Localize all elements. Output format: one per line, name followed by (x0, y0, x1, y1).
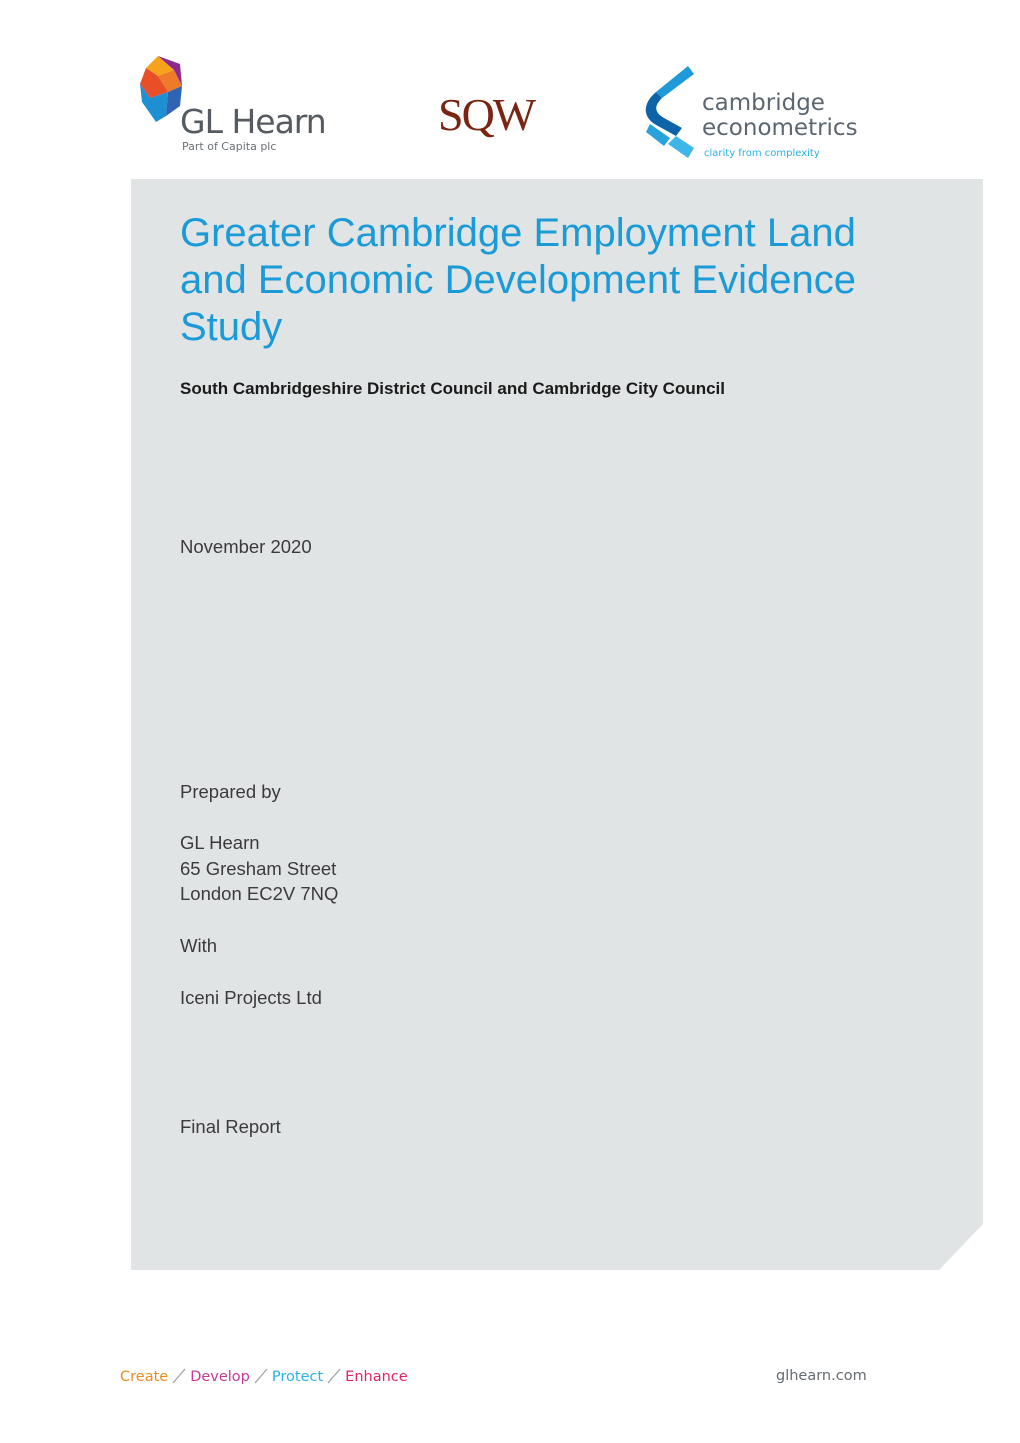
footer-website-link[interactable]: glhearn.com (776, 1368, 867, 1384)
prepared-by-label: Prepared by (180, 781, 281, 802)
report-type: Final Report (180, 1116, 281, 1137)
gl-hearn-wordmark: GL Hearn (180, 102, 326, 141)
ce-wordmark-line2: econometrics (702, 115, 858, 141)
partner-name: Iceni Projects Ltd (180, 987, 322, 1008)
with-label: With (180, 935, 217, 956)
cambridge-econometrics-logo (642, 64, 882, 164)
ce-tagline: clarity from complexity (704, 148, 820, 159)
slash-icon (326, 1368, 342, 1384)
document-date: November 2020 (180, 536, 312, 557)
address-line-2: London EC2V 7NQ (180, 883, 339, 904)
prepared-by-name: GL Hearn (180, 832, 260, 853)
tagline-protect: Protect (271, 1369, 324, 1385)
slash-icon (171, 1368, 187, 1384)
sqw-logo: SQW (438, 89, 535, 140)
tagline-develop: Develop (190, 1369, 250, 1385)
document-title: Greater Cambridge Employment Land and Economic Development Evidence Study (180, 211, 856, 349)
footer-tagline (120, 1368, 408, 1386)
address-line-1: 65 Gresham Street (180, 858, 337, 879)
document-subtitle: South Cambridgeshire District Council and Cambridge City Council (180, 379, 726, 398)
gl-hearn-subline: Part of Capita plc (182, 140, 277, 153)
tagline-enhance: Enhance (345, 1369, 408, 1385)
ce-wordmark-line1: cambridge (702, 90, 825, 116)
slash-icon (253, 1368, 269, 1384)
gl-hearn-logo (140, 56, 350, 156)
cambridge-econometrics-swirl-icon (642, 64, 698, 160)
tagline-create: Create (120, 1369, 169, 1385)
